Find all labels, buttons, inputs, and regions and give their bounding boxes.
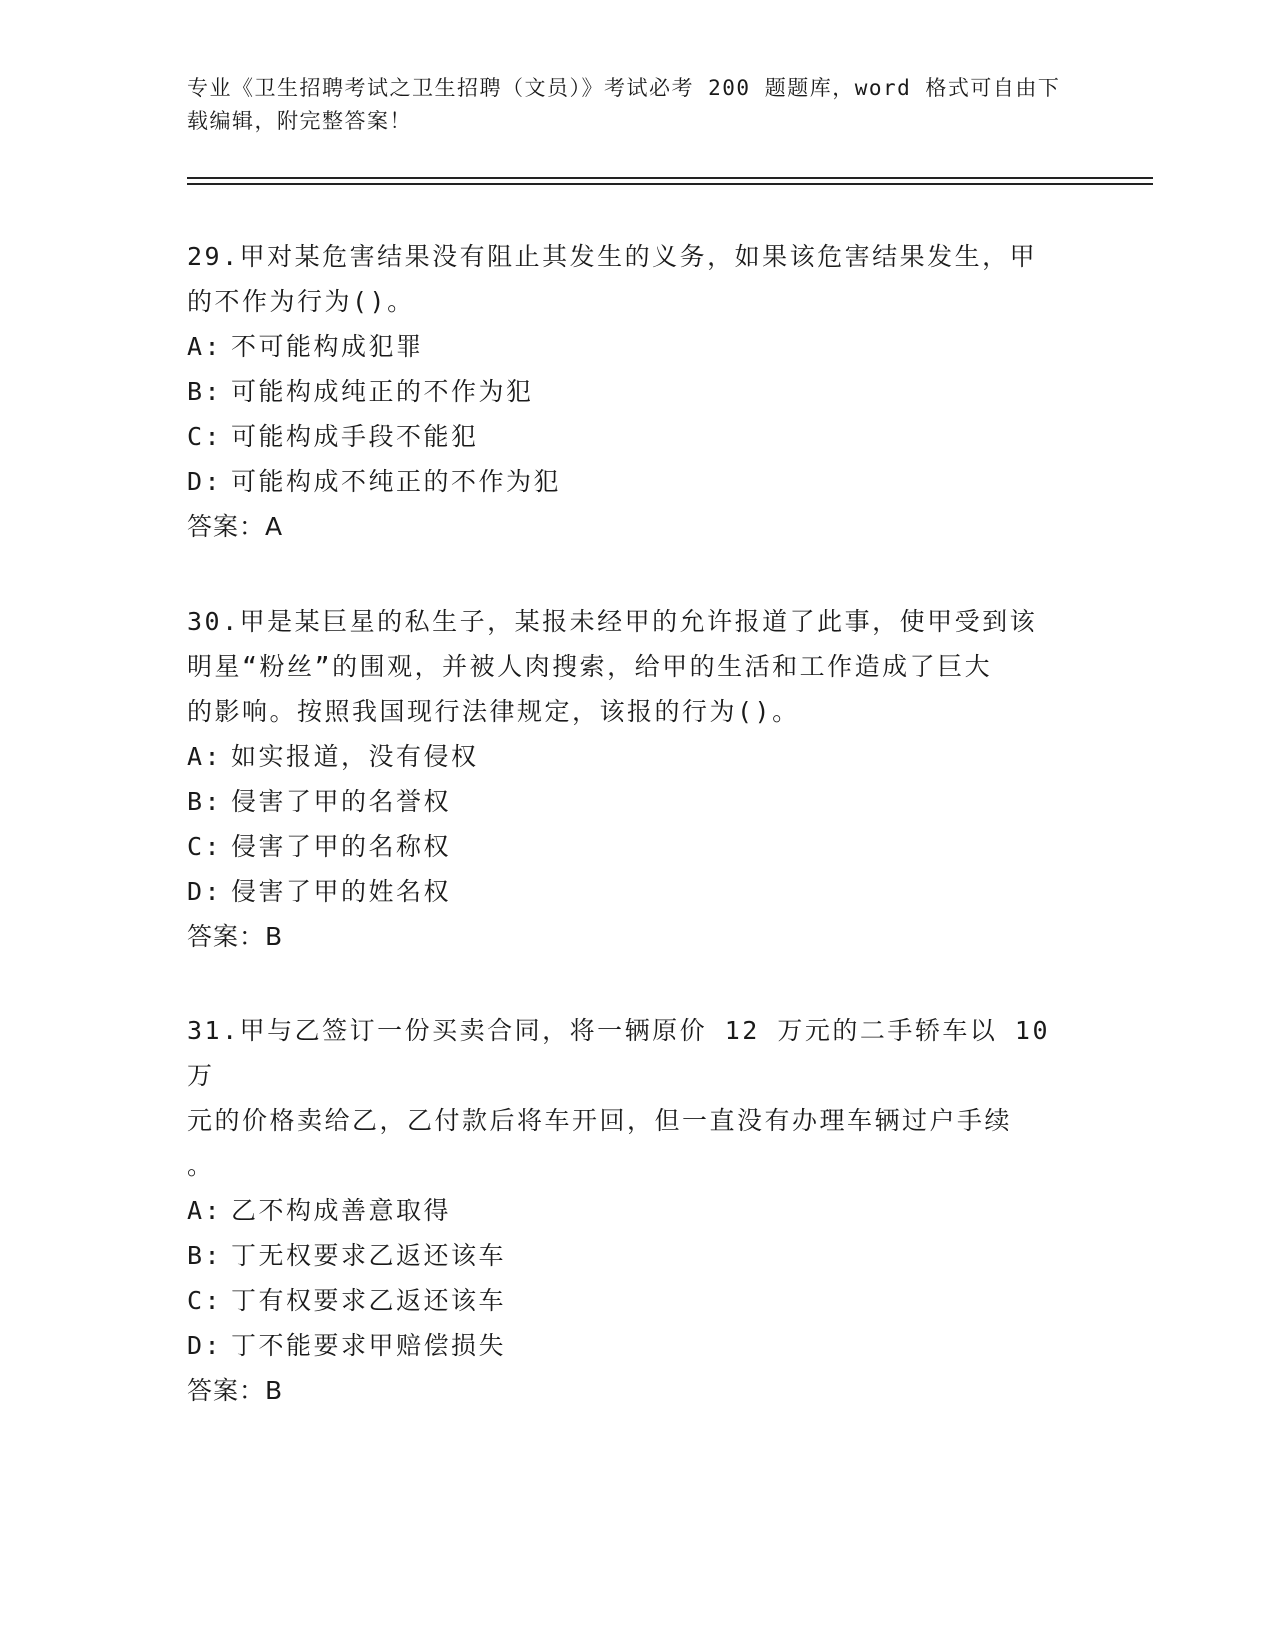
- answer-line: 答案：A: [187, 512, 284, 541]
- stem-line: 甲是某巨星的私生子，某报未经甲的允许报道了此事，使甲受到该: [239, 607, 1038, 636]
- question-stem-continued: [187, 689, 1087, 734]
- option-b: [187, 1233, 1087, 1278]
- header-divider-bottom: [187, 183, 1153, 185]
- option-key: A:: [187, 1196, 223, 1225]
- question-number: 31.: [187, 1016, 240, 1045]
- option-key: C:: [187, 832, 223, 861]
- option-text: 丁无权要求乙返还该车: [231, 1241, 507, 1270]
- option-text: 丁不能要求甲赔偿损失: [231, 1331, 507, 1360]
- question-30: [187, 599, 1087, 959]
- option-key: C:: [187, 1286, 223, 1315]
- question-number: 29.: [187, 242, 240, 271]
- option-key: D:: [187, 877, 223, 906]
- option-text: 丁有权要求乙返还该车: [231, 1286, 507, 1315]
- option-key: A:: [187, 332, 223, 361]
- option-key: C:: [187, 422, 223, 451]
- stem-line: 的影响。按照我国现行法律规定，该报的行为()。: [187, 697, 800, 726]
- header-divider-top: [187, 177, 1153, 179]
- question-stem: [187, 1008, 1087, 1098]
- question-stem-continued: [187, 279, 1087, 324]
- question-stem: [187, 599, 1087, 644]
- option-d: [187, 1323, 1087, 1368]
- option-text: 不可能构成犯罪: [231, 332, 424, 361]
- question-stem-continued: [187, 1143, 1087, 1188]
- question-stem: [187, 234, 1087, 279]
- header-text: 专业《卫生招聘考试之卫生招聘（文员）》考试必考 200 题题库，word 格式可自由下载编辑，附完整答案！: [187, 76, 1061, 133]
- option-key: A:: [187, 742, 223, 771]
- option-key: D:: [187, 467, 223, 496]
- option-key: B:: [187, 787, 223, 816]
- document-header: [187, 72, 1077, 138]
- option-text: 可能构成手段不能犯: [231, 422, 479, 451]
- option-a: [187, 1188, 1087, 1233]
- option-text: 侵害了甲的姓名权: [231, 877, 452, 906]
- option-text: 侵害了甲的名称权: [231, 832, 452, 861]
- stem-line: 甲与乙签订一份买卖合同，将一辆原价 12 万元的二手轿车以 10 万: [187, 1016, 1051, 1090]
- stem-line: 明星“粉丝”的围观，并被人肉搜索，给甲的生活和工作造成了巨大: [187, 652, 993, 681]
- question-29: [187, 234, 1087, 549]
- option-text: 可能构成纯正的不作为犯: [231, 377, 534, 406]
- option-text: 如实报道，没有侵权: [231, 742, 479, 771]
- stem-line: 元的价格卖给乙，乙付款后将车开回，但一直没有办理车辆过户手续: [187, 1106, 1013, 1135]
- option-c: [187, 414, 1087, 459]
- option-c: [187, 824, 1087, 869]
- option-d: [187, 459, 1087, 504]
- option-c: [187, 1278, 1087, 1323]
- option-b: [187, 779, 1087, 824]
- answer-line: 答案：B: [187, 922, 284, 951]
- option-key: B:: [187, 377, 223, 406]
- question-31: [187, 1008, 1087, 1413]
- option-a: [187, 734, 1087, 779]
- stem-line: 甲对某危害结果没有阻止其发生的义务，如果该危害结果发生，甲: [239, 242, 1038, 271]
- stem-line: 。: [187, 1151, 215, 1180]
- option-text: 侵害了甲的名誉权: [231, 787, 452, 816]
- option-text: 乙不构成善意取得: [231, 1196, 452, 1225]
- question-stem-continued: [187, 1098, 1087, 1143]
- option-key: B:: [187, 1241, 223, 1270]
- question-stem-continued: [187, 644, 1087, 689]
- option-d: [187, 869, 1087, 914]
- stem-line: 的不作为行为()。: [187, 287, 415, 316]
- question-number: 30.: [187, 607, 240, 636]
- option-text: 可能构成不纯正的不作为犯: [231, 467, 562, 496]
- option-a: [187, 324, 1087, 369]
- option-key: D:: [187, 1331, 223, 1360]
- option-b: [187, 369, 1087, 414]
- answer-line: 答案：B: [187, 1376, 284, 1405]
